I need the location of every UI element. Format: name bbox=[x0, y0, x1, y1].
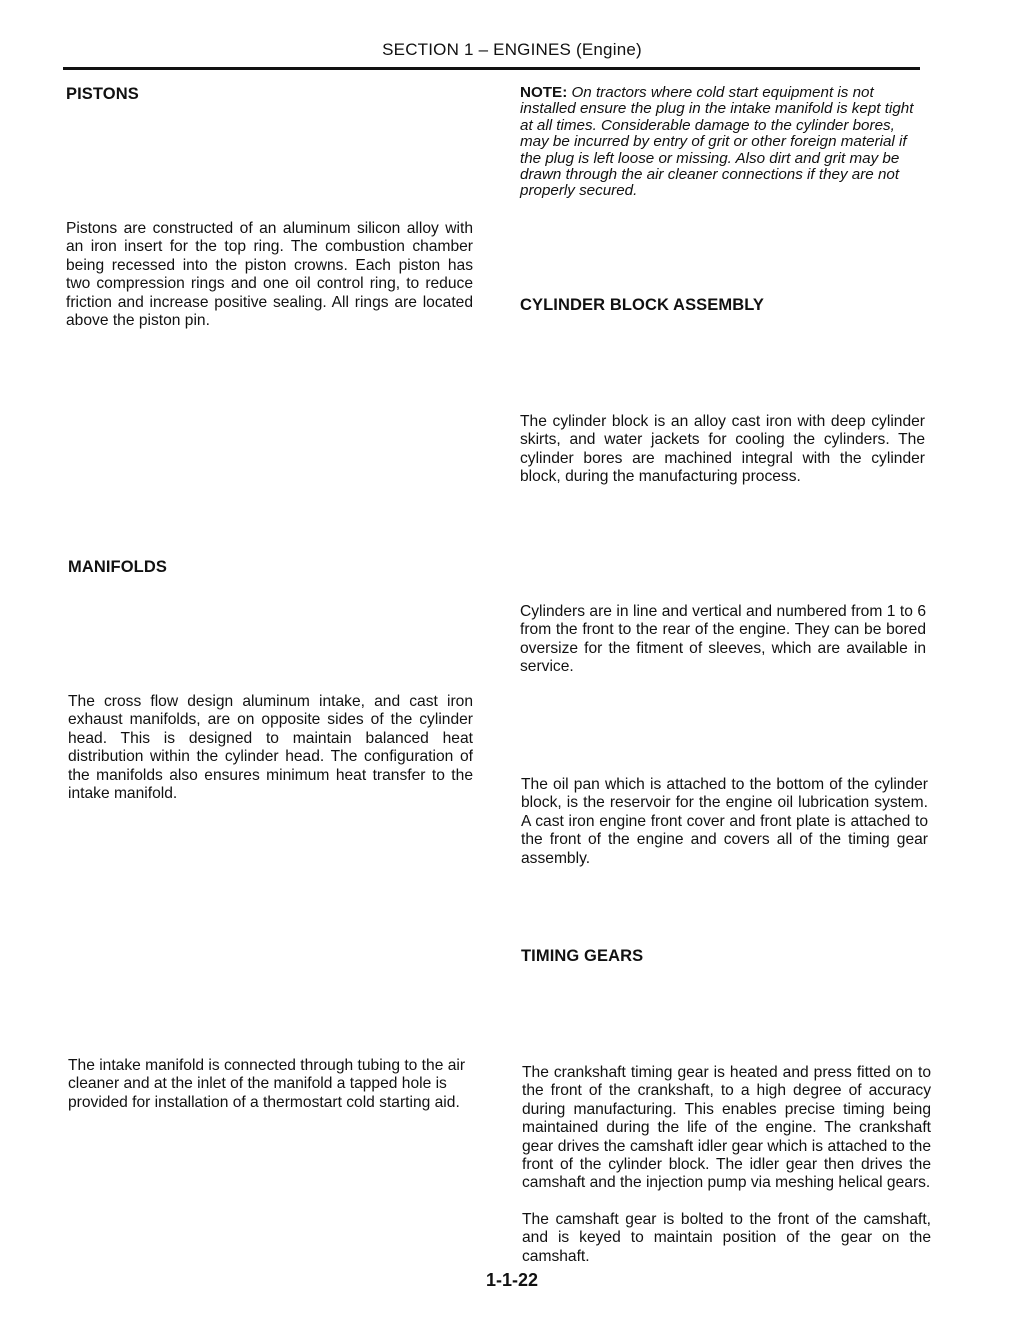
cylinder-block-paragraph-3: The oil pan which is attached to the bottom of the cylinder block, is the reservoir for the engine oil lubrication system. A cast iron engine front cover and front plate is attached to the front of the engine and covers all of the timing gear assembly. bbox=[521, 776, 928, 867]
timing-gears-paragraph-2: The camshaft gear is bolted to the front of the camshaft, and is keyed to maintain position of the gear on the camshaft. bbox=[522, 1211, 931, 1265]
section-header: SECTION 1 – ENGINES (Engine) bbox=[382, 40, 642, 59]
cylinder-block-paragraph-2: Cylinders are in line and vertical and numbered from 1 to 6 from the front to the rear of the engine. They can be bored oversize for the fitment of sleeves, which are available in service. bbox=[520, 603, 926, 676]
cylinder-block-heading: CYLINDER BLOCK ASSEMBLY bbox=[520, 296, 765, 314]
note-label: NOTE: bbox=[520, 84, 568, 101]
note-block bbox=[520, 85, 925, 200]
page-number: 1-1-22 bbox=[485, 1270, 539, 1290]
cylinder-block-paragraph-1: The cylinder block is an alloy cast iron with deep cylinder skirts, and water jackets for cooling the cylinders. The cylinder bores are machined integral with the cylinder block, during the manufacturing process. bbox=[520, 413, 925, 486]
header-rule bbox=[63, 67, 920, 70]
timing-gears-heading: TIMING GEARS bbox=[521, 947, 644, 965]
manifolds-heading: MANIFOLDS bbox=[68, 558, 167, 576]
manifolds-paragraph-1: The cross flow design aluminum intake, and cast iron exhaust manifolds, are on opposite sides of the cylinder head. This is designed to maintain balanced heat distribution within the cylinder head. The configuration of the manifolds also ensures minimum heat transfer to the intake manifold. bbox=[68, 693, 473, 803]
timing-gears-paragraph-1: The crankshaft timing gear is heated and press fitted on to the front of the crankshaft, to a high degree of accuracy during manufacturing. This enables precise timing being maintained during the life of the engine. The crankshaft gear drives the camshaft idler gear which is attached to the front of the cylinder block. The idler gear then drives the camshaft and the injection pump via meshing helical gears. bbox=[522, 1064, 931, 1192]
note-text: On tractors where cold start equipment is not installed ensure the plug in the intake manifold is kept tight at all times. Considerable damage to the cylinder bores, may be incurred by entry of grit or other foreign material if the plug is left loose or missing. Also dirt and grit may be drawn through the air cleaner connections if they are not properly secured. bbox=[520, 84, 914, 200]
pistons-heading: PISTONS bbox=[66, 85, 139, 103]
manifolds-paragraph-2: The intake manifold is connected through tubing to the air cleaner and at the inlet of the manifold a tapped hole is provided for installation of a thermostart cold starting aid. bbox=[68, 1057, 466, 1111]
pistons-paragraph: Pistons are constructed of an aluminum silicon alloy with an iron insert for the top ring. The combustion chamber being recessed into the piston crowns. Each piston has two compression rings and one oil control ring, to reduce friction and increase positive sealing. All rings are located above the piston pin. bbox=[66, 220, 473, 330]
